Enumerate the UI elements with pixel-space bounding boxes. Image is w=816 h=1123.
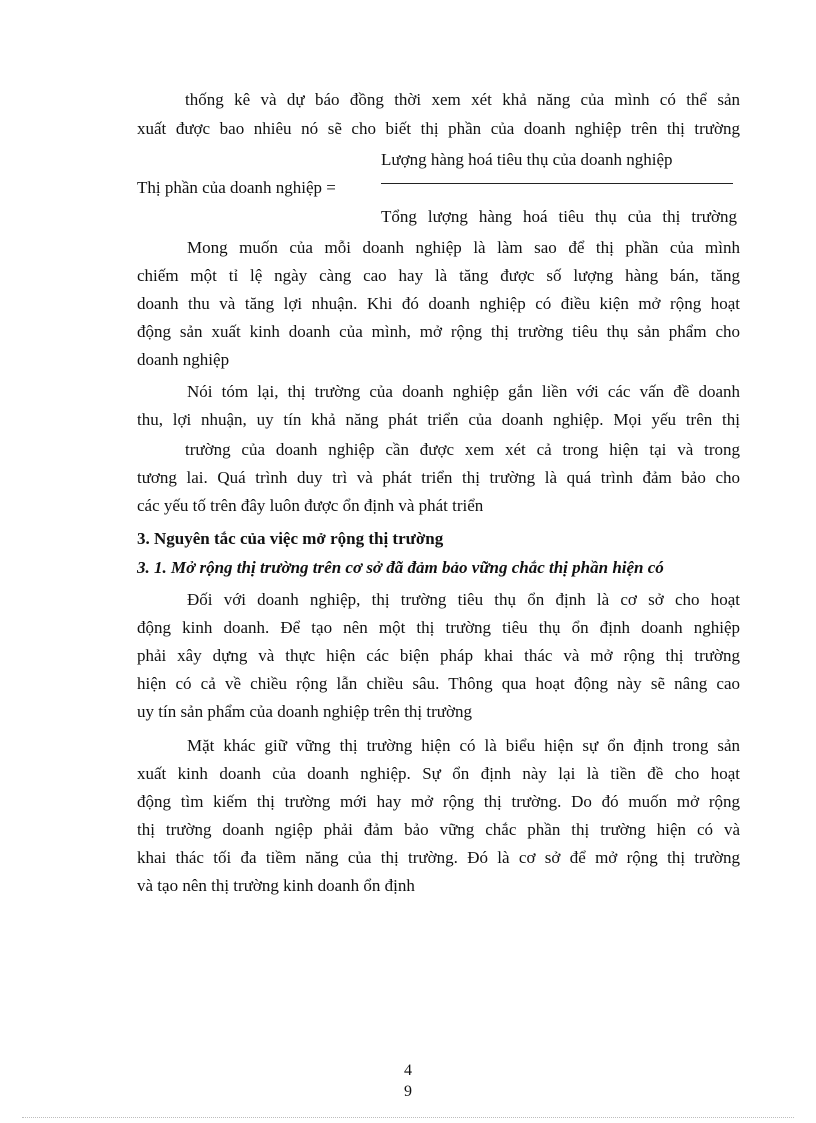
body-line: Mặt khác giữ vững thị trường hiện có là biểu hiện sự ổn định trong sản: [187, 736, 740, 755]
formula-numerator: Lượng hàng hoá tiêu thụ của doanh nghiệp: [381, 150, 673, 169]
formula-denominator: Tổng lượng hàng hoá tiêu thụ của thị trường: [381, 207, 737, 226]
body-line: các yếu tố trên đây luôn được ổn định và phát triển: [137, 496, 484, 515]
section-heading: 3. Nguyên tắc của việc mở rộng thị trường: [137, 529, 444, 548]
subsection-heading: 3. 1. Mở rộng thị trường trên cơ sở đã đảm bảo vững chắc thị phần hiện có: [137, 558, 664, 577]
body-line: thu, lợi nhuận, uy tín khả năng phát triển của doanh nghiệp. Mọi yếu trên thị: [137, 410, 740, 429]
body-line: hiện có cả về chiều rộng lẫn chiều sâu. Thông qua hoạt động này sẽ nâng cao: [137, 674, 740, 693]
body-line: động kinh doanh. Để tạo nên một thị trường tiêu thụ ổn định doanh nghiệp: [137, 618, 740, 637]
body-line: trường của doanh nghiệp cần được xem xét cả trong hiện tại và trong: [185, 440, 740, 459]
page-number-bottom: 9: [404, 1083, 412, 1100]
body-line: chiếm một tỉ lệ ngày càng cao hay là tăng được số lượng hàng bán, tăng: [137, 266, 740, 285]
body-line: phải xây dựng và thực hiện các biện pháp khai thác và mở rộng thị trường: [137, 646, 740, 665]
body-line: Nói tóm lại, thị trường của doanh nghiệp gắn liền với các vấn đề doanh: [187, 382, 740, 401]
formula-lhs: Thị phần của doanh nghiệp =: [137, 178, 336, 197]
body-line: khai thác tối đa tiềm năng của thị trường. Đó là cơ sở để mở rộng thị trường: [137, 848, 740, 867]
body-line: xuất được bao nhiêu nó sẽ cho biết thị phần của doanh nghiệp trên thị trường: [137, 119, 740, 138]
body-line: Đối với doanh nghiệp, thị trường tiêu thụ ổn định là cơ sở cho hoạt: [187, 590, 740, 609]
body-line: doanh nghiệp: [137, 350, 230, 369]
body-line: uy tín sản phẩm của doanh nghiệp trên thị trường: [137, 702, 472, 721]
body-line: Mong muốn của mỗi doanh nghiệp là làm sao để thị phần của mình: [187, 238, 740, 257]
body-line: và tạo nên thị trường kinh doanh ổn định: [137, 876, 415, 895]
body-line: thống kê và dự báo đồng thời xem xét khả năng của mình có thể sản: [185, 90, 740, 109]
body-line: thị trường doanh ngiệp phải đảm bảo vững chắc phần thị trường hiện có và: [137, 820, 740, 839]
body-line: tương lai. Quá trình duy trì và phát triển thị trường là quá trình đảm bảo cho: [137, 468, 740, 487]
fraction-bar: [381, 183, 733, 184]
body-line: động tìm kiếm thị trường mới hay mở rộng thị trường. Do đó muốn mở rộng: [137, 792, 740, 811]
body-line: doanh thu và tăng lợi nhuận. Khi đó doanh nghiệp có điều kiện mở rộng hoạt: [137, 294, 740, 313]
body-line: xuất kinh doanh của doanh nghiệp. Sự ổn định này lại là tiền đề cho hoạt: [137, 764, 740, 783]
page-bottom-border: [22, 1117, 794, 1118]
page-number-top: 4: [404, 1062, 412, 1079]
body-line: động sản xuất kinh doanh của mình, mở rộng thị trường tiêu thụ sản phẩm cho: [137, 322, 740, 341]
